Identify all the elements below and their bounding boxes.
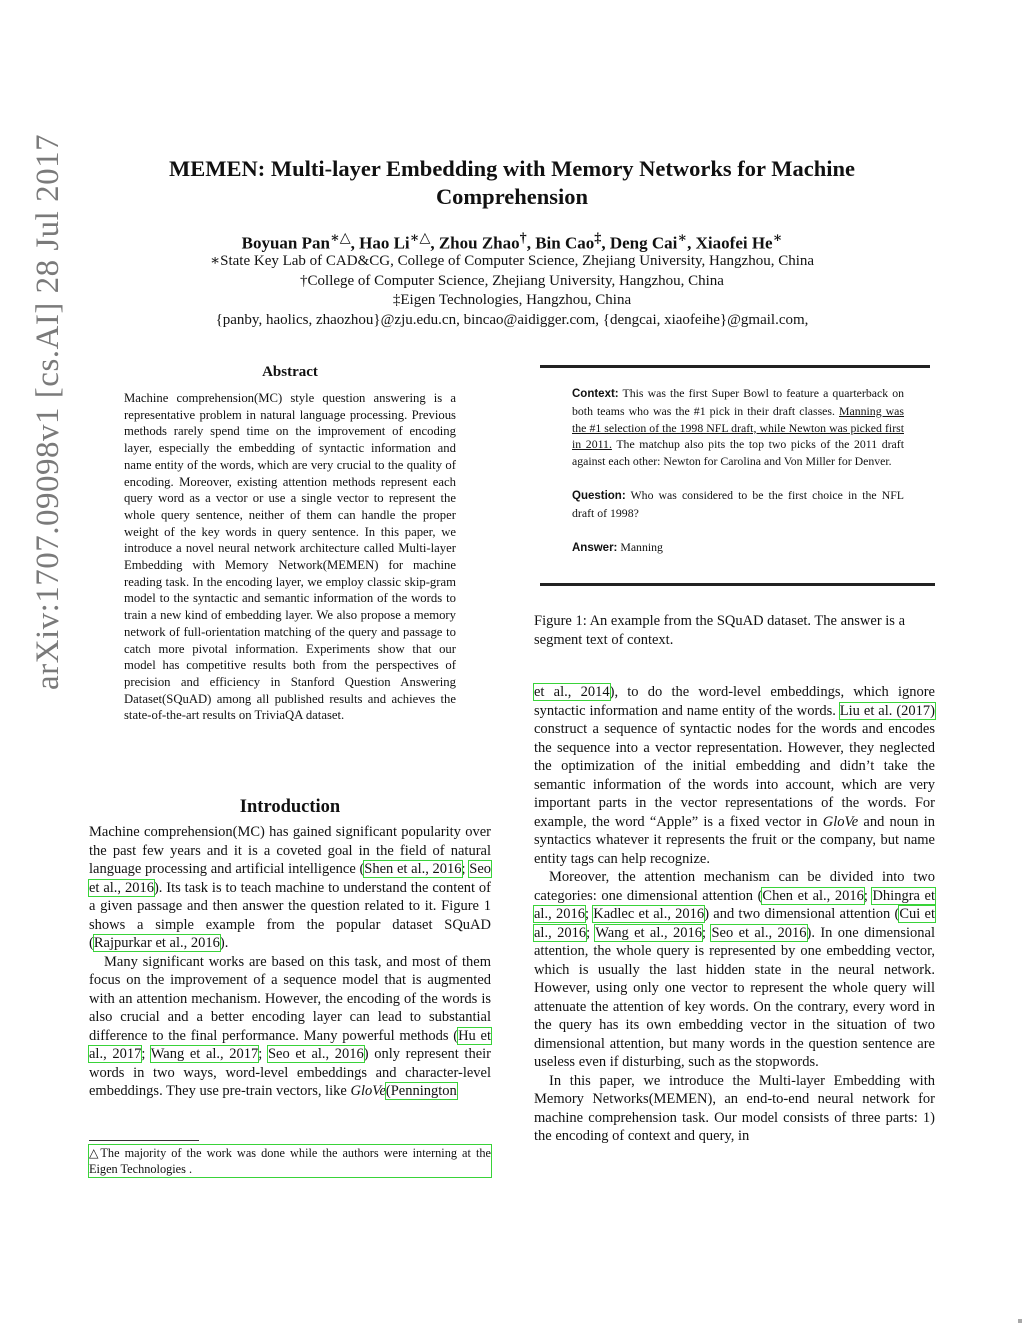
citation-link[interactable]: Wang et al., 2016: [595, 924, 703, 941]
affiliation: †College of Computer Science, Zhejiang University, Hangzhou, China: [300, 273, 724, 289]
author-name: Bin Cao: [535, 233, 595, 253]
author-mark: †: [519, 230, 527, 246]
author-emails: {panby, haolics, zhaozhou}@zju.edu.cn, bincao@aidigger.com, {dengcai, xiaofeihe}@gmail.com,: [215, 312, 809, 328]
figure-answer: [572, 539, 904, 557]
text-run: Manning: [620, 539, 663, 554]
text-run: and noun in syntactics whatever it represents the fruit or the company, but name entity tags can help recognize.: [534, 813, 935, 867]
context-label: Context:: [572, 388, 619, 400]
text-run: ). In one dimensional attention, the whole query is represented by one embedding vector, which is usually the last hidden state in the neural network. However, using only one vector to represent the whole query will attenuate the attention of key words. On the contrary, every word in the query has its own embedding vector in the situation of two dimensional attention, but many words in the question sentence are useless even if disturbing, such as the stopwords.: [534, 924, 935, 1070]
author-list: Boyuan Pan∗△, Hao Li∗△, Zhou Zhao†, Bin Cao‡, Deng Cai∗, Xiaofei He∗: [241, 230, 783, 253]
text-run: ). Its task is to teach machine to understand the content of a given passage and then answer the question related to it. Figure 1 shows a simple example from the popular dataset SQuAD (: [89, 879, 491, 951]
author-name: Hao Li: [359, 233, 410, 253]
text-run: ;: [586, 924, 596, 941]
figure-question: [572, 487, 904, 522]
text-run: ;: [141, 1046, 151, 1062]
text-run: The matchup also pits the top two picks of the 2011 draft against each other: Newton for Carolina and Von Miller for Denver.: [572, 437, 905, 469]
text-run: Moreover, the attention mechanism can be divided into two categories: one dimensional attention (: [534, 869, 935, 904]
citation-link[interactable]: Shen et al., 2016: [364, 861, 462, 877]
text-run: ;: [584, 906, 594, 922]
citation-link[interactable]: Wang et al., 2017: [150, 1046, 259, 1062]
citation-link[interactable]: Seo et al., 2016: [89, 861, 492, 896]
author-name: Zhou Zhao: [438, 233, 520, 253]
emphasis: GloVe: [822, 813, 859, 830]
citation-link[interactable]: Chen et al., 2016: [762, 887, 864, 904]
text-run: ;: [863, 887, 873, 904]
abstract-text: Machine comprehension(MC) style question answering is a representative problem in natural language processing. Previous methods rarely spend time on the improvement of encoding layer, especially the embedding of syntactic information and name entity of the words, which are very crucial to the quality of encoding. Moreover, existing attention methods represent each query word as a vector or use a single vector to represent the whole query sentence, neither of them can handle the proper weight of the key words in query sentence. In this paper, we introduce a novel neural network architecture called Multi-layer Embedding with Memory Network(MEMEN) for machine reading task. In the encoding layer, we employ classic skip-gram model to the syntactic and semantic information of the words to train a new kind of embedding layer. We also propose a memory network of full-orientation matching of the query and passage to catch more pivotal information. Experiments show that our model has competitive results both from the perspectives of precision and efficiency in Stanford Question Answering Dataset(SQuAD) among all published results and achieves the state-of-the-art results on TriviaQA dataset.: [124, 391, 456, 723]
text-run: construct a sequence of syntactic nodes for the words and encodes the sequence into a vector representation. However, they neglected the optimization of the initial embedding and didn’t take the semantic information of the words into account, which are very important parts in the vector representations of the words. For example, the word “Apple” is a fixed vector in: [534, 721, 935, 830]
question-label: Question:: [572, 489, 626, 502]
text-run: ).: [219, 935, 229, 951]
text-run: ) and two dimensional attention (: [704, 906, 900, 922]
author-mark: ∗: [677, 230, 688, 246]
right-column-body: [534, 683, 935, 1146]
text-run: Machine comprehension(MC) has gained significant popularity over the past few years and it is a coveted goal in the field of natural language processing and artificial intelligence (: [89, 824, 491, 877]
citation-link[interactable]: Liu et al. (2017): [839, 702, 935, 719]
text-run: ), to do the word-level embeddings, which ignore syntactic information and name entity of the words.: [534, 684, 935, 719]
affiliation: ∗State Key Lab of CAD&CG, College of Computer Science, Zhejiang University, Hangzhou, China: [209, 253, 815, 269]
left-column-body: [89, 823, 491, 1101]
text-run: ;: [258, 1046, 268, 1062]
page-corner-marker: [1018, 1319, 1022, 1323]
paragraph: [89, 953, 491, 1101]
paragraph: [534, 868, 935, 1072]
citation-link[interactable]: (Pennington: [385, 1083, 457, 1099]
affiliation: ‡Eigen Technologies, Hangzhou, China: [392, 292, 632, 308]
citation-link[interactable]: Seo et al., 2016: [711, 924, 807, 941]
footnote[interactable]: △The majority of the work was done while the authors were interning at the Eigen Technologies .: [89, 1146, 491, 1176]
author-mark: ∗△: [409, 230, 431, 246]
citation-link[interactable]: et al., 2014: [534, 684, 610, 700]
text-run: Many significant works are based on this task, and most of them focus on the improvement of a sequence model that is augmented with an attention mechanism. However, the encoding of the words is also crucial and a better encoding layer can lead to substantial difference to the final performance. Many powerful methods (: [89, 953, 491, 1044]
citation-link[interactable]: Rajpurkar et al., 2016: [93, 935, 220, 951]
paragraph: [89, 823, 491, 953]
paragraph: In this paper, we introduce the Multi-layer Embedding with Memory Networks(MEMEN), an end-to-end neural network for machine comprehension task. Our model consists of three parts: 1) the encoding of context and query, in: [534, 1072, 935, 1144]
paragraph: [534, 683, 935, 868]
author-mark: ∗△: [329, 230, 351, 246]
author-name: Deng Cai: [609, 233, 678, 253]
introduction-heading: Introduction: [239, 797, 341, 817]
text-run: Who was considered to be the first choice in the NFL draft of 1998?: [572, 487, 904, 520]
answer-evidence: Manning was the #1 selection of the 1998 NFL draft, while Newton was picked first in 2011.: [572, 403, 904, 452]
emphasis: GloVe: [350, 1083, 386, 1099]
footnote-rule: [89, 1140, 199, 1141]
figure-caption: Figure 1: An example from the SQuAD dataset. The answer is a segment text of context.: [534, 613, 906, 648]
text-run: ) only represent their words in two ways, word-level embeddings and character-level embeddings. They use pre-train vectors, like: [89, 1046, 492, 1099]
citation-link[interactable]: Seo et al., 2016: [267, 1046, 364, 1062]
author-name: Boyuan Pan: [241, 233, 330, 253]
author-name: Xiaofei He: [695, 233, 773, 253]
paper-title: MEMEN: Multi-layer Embedding with Memory Networks for Machine Comprehension: [169, 156, 855, 209]
figure-context: [572, 385, 904, 470]
text-run: ;: [702, 924, 712, 941]
figure-1-example: [572, 385, 904, 573]
citation-link[interactable]: Cui et al., 2016: [534, 906, 935, 941]
author-mark: ‡: [594, 230, 602, 246]
citation-link[interactable]: Kadlec et al., 2016: [593, 906, 705, 922]
abstract-heading: Abstract: [262, 364, 318, 380]
citation-link[interactable]: Hu et al., 2017: [89, 1027, 491, 1062]
author-mark: ∗: [772, 230, 783, 246]
citation-link[interactable]: Dhingra et al., 2016: [534, 887, 935, 922]
answer-label: Answer:: [572, 541, 618, 554]
figure-top-rule: [540, 365, 930, 368]
arxiv-id: arXiv:1707.09098v1 [cs.AI] 28 Jul 2017: [30, 133, 66, 690]
text-run: This was the first Super Bowl to feature a quarterback on both teams who was the #1 pick in their draft classes.: [572, 386, 904, 418]
figure-bottom-rule: [540, 583, 935, 586]
text-run: ;: [461, 861, 470, 877]
